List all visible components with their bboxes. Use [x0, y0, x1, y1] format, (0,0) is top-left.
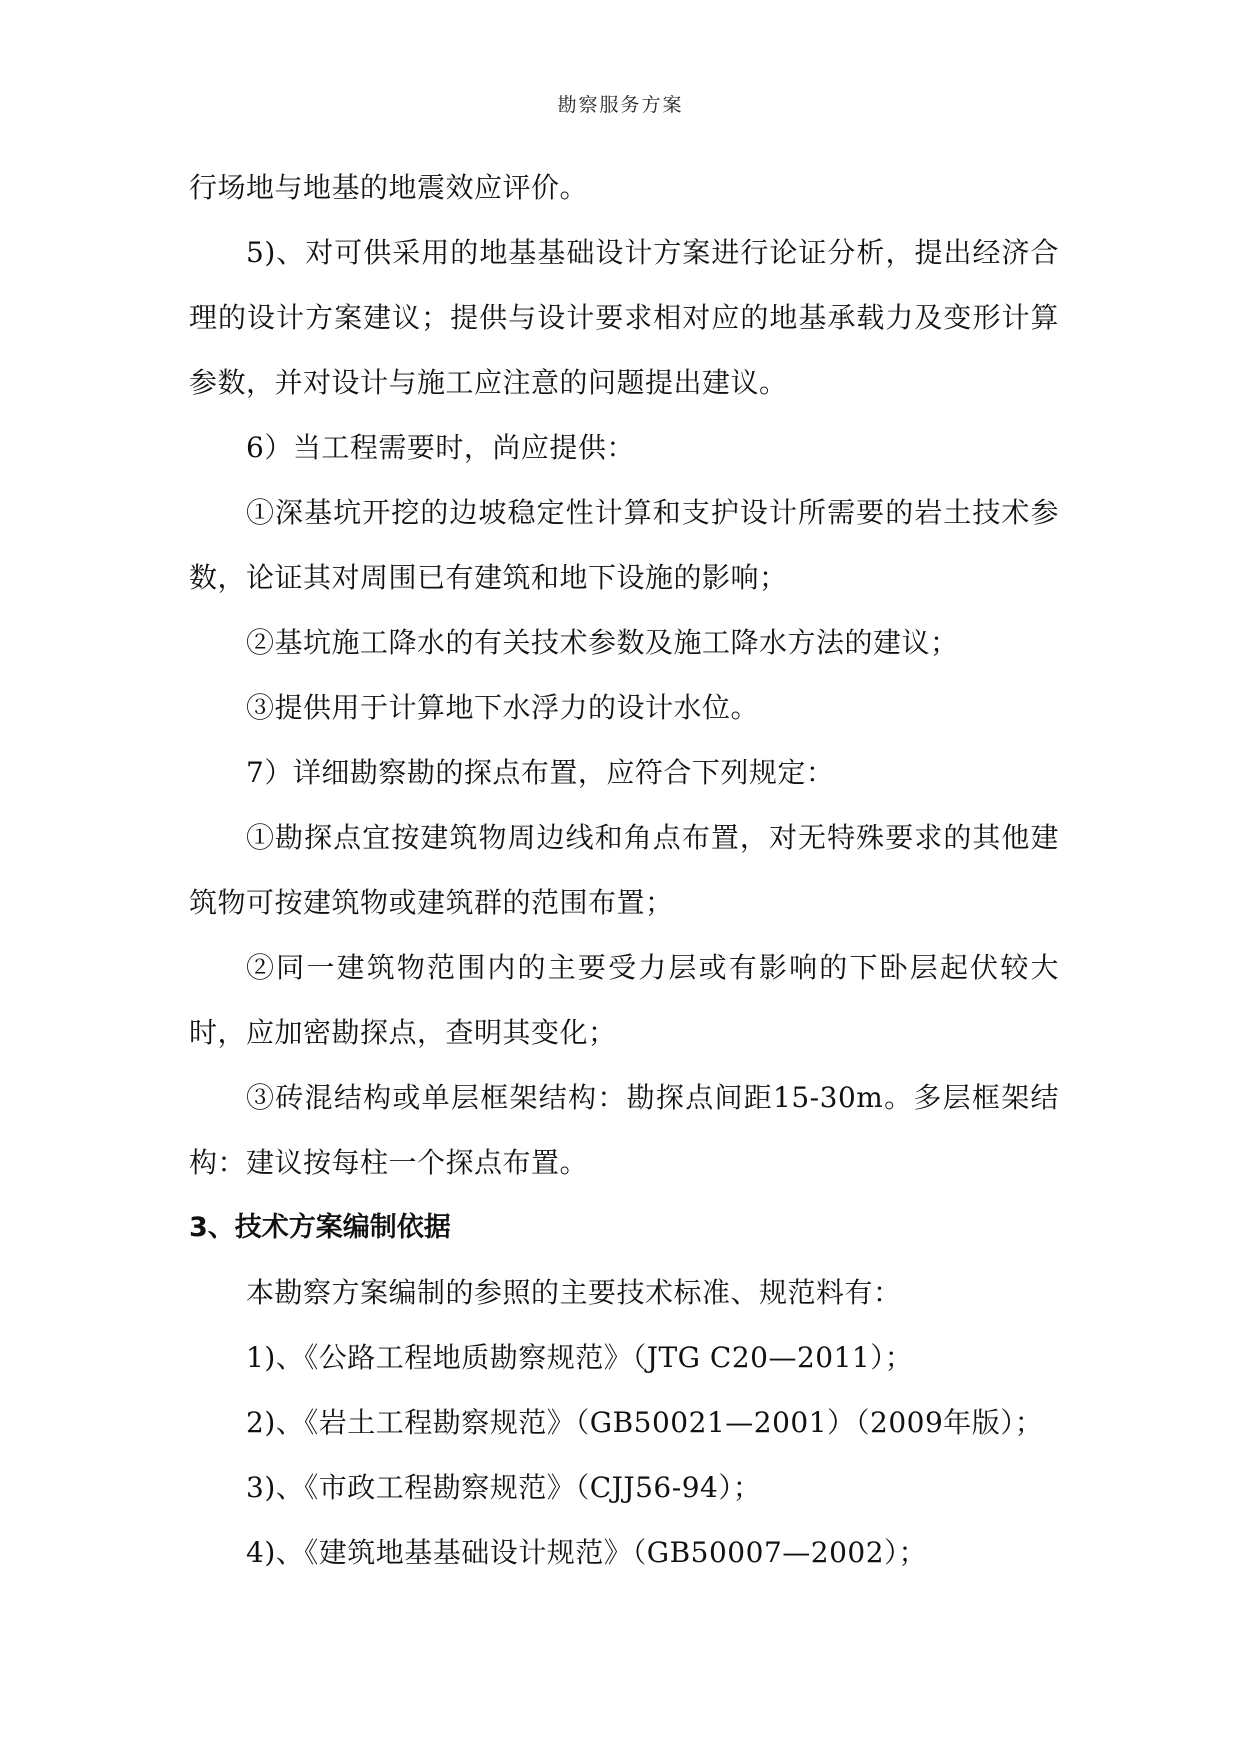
- reference-item: 2)、《岩土工程勘察规范》（GB50021—2001）（2009年版）；: [246, 1406, 1044, 1439]
- paragraph-item-5: 5)、对可供采用的地基基础设计方案进行论证分析，提出经济合理的设计方案建议；提供与设计要求相对应的地基承载力及变形计算参数，并对设计与施工应注意的问题提出建议。: [189, 236, 1059, 399]
- reference-item: 1)、《公路工程地质勘察规范》（JTG C20—2011）；: [246, 1341, 914, 1374]
- paragraph-item-6-3: ③提供用于计算地下水浮力的设计水位。: [246, 691, 760, 724]
- paragraph-item-6-2: ②基坑施工降水的有关技术参数及施工降水方法的建议；: [246, 626, 959, 659]
- page-header: 勘察服务方案: [557, 94, 684, 116]
- paragraph-item-6-1: ①深基坑开挖的边坡稳定性计算和支护设计所需要的岩土技术参数，论证其对周围已有建筑和地下设施的影响；: [189, 496, 1059, 594]
- section-heading: 3、技术方案编制依据: [189, 1212, 451, 1243]
- reference-item: 3)、《市政工程勘察规范》（CJJ56-94）；: [246, 1471, 762, 1504]
- reference-item: 4)、《建筑地基基础设计规范》（GB50007—2002）；: [246, 1536, 928, 1569]
- document-body: [189, 155, 1059, 1585]
- section-intro: 本勘察方案编制的参照的主要技术标准、规范料有：: [246, 1276, 902, 1309]
- paragraph-item-7-1: ①勘探点宜按建筑物周边线和角点布置，对无特殊要求的其他建筑物可按建筑物或建筑群的范围布置；: [189, 821, 1059, 919]
- paragraph-item-7-3: ③砖混结构或单层框架结构：勘探点间距15-30m。多层框架结构：建议按每柱一个探点布置。: [189, 1081, 1059, 1179]
- paragraph-item-7-2: ②同一建筑物范围内的主要受力层或有影响的下卧层起伏较大时，应加密勘探点，查明其变化；: [189, 951, 1059, 1049]
- paragraph-item-6: 6）当工程需要时，尚应提供：: [246, 431, 635, 464]
- paragraph-continuation: 行场地与地基的地震效应评价。: [189, 171, 589, 204]
- paragraph-item-7: 7）详细勘察勘的探点布置，应符合下列规定：: [246, 756, 835, 789]
